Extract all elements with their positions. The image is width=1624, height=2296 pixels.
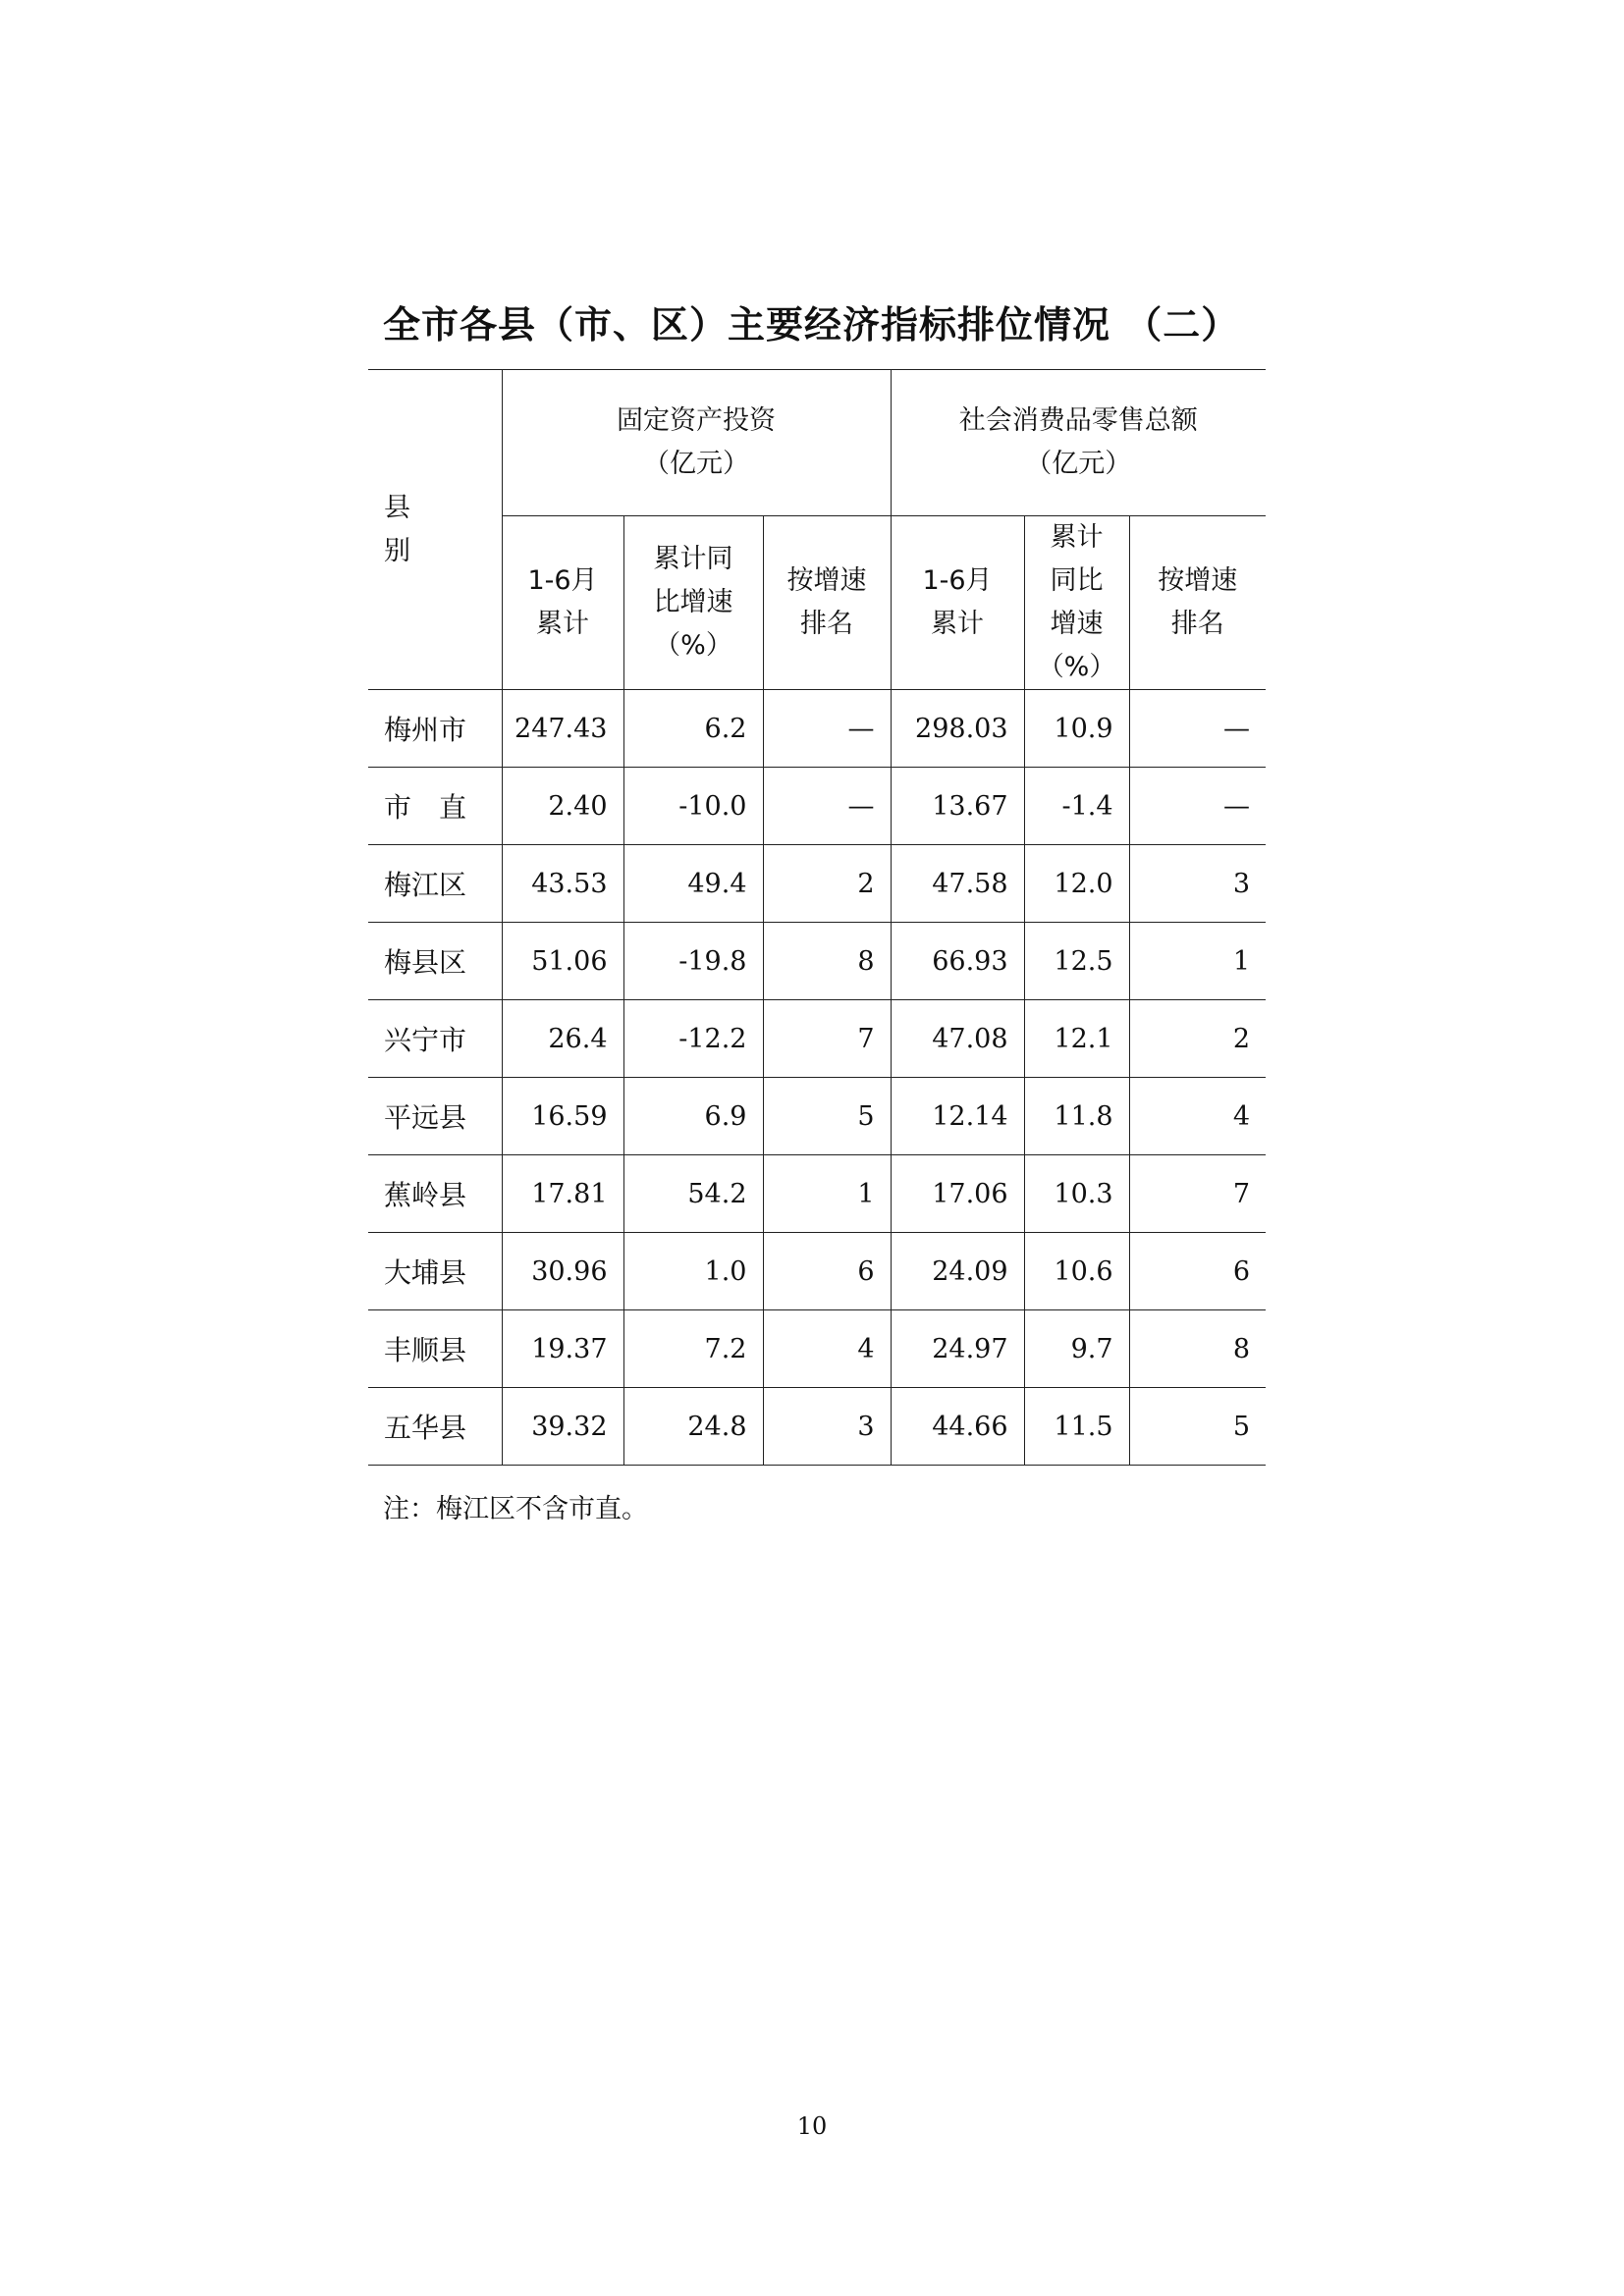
retail-sales-header: 社会消费品零售总额 （亿元） [891,370,1266,516]
fai-value: 16.59 [502,1078,623,1155]
county-name: 梅县区 [368,923,502,1000]
fai-growth: 49.4 [623,845,763,923]
retail-growth-header: 累计 同比 增速 （%） [1024,516,1129,690]
table-row [368,768,1266,845]
fai-value: 2.40 [502,768,623,845]
fai-rank: — [763,768,891,845]
fai-value: 26.4 [502,1000,623,1078]
fai-value: 30.96 [502,1233,623,1310]
county-name: 梅州市 [368,690,502,768]
page-number: 10 [796,2112,828,2140]
retail-growth: 10.6 [1024,1233,1129,1310]
retail-rank: 5 [1129,1388,1266,1466]
fai-rank: 1 [763,1155,891,1233]
retail-value: 24.09 [891,1233,1024,1310]
county-name: 丰顺县 [368,1310,502,1388]
fai-rank: — [763,690,891,768]
retail-rank: 2 [1129,1000,1266,1078]
retail-value: 13.67 [891,768,1024,845]
retail-rank: — [1129,768,1266,845]
fai-growth: -19.8 [623,923,763,1000]
fai-value: 19.37 [502,1310,623,1388]
retail-value: 47.08 [891,1000,1024,1078]
table-row [368,1000,1266,1078]
table-row [368,845,1266,923]
fai-value: 39.32 [502,1388,623,1466]
page-title: 全市各县（市、区）主要经济指标排位情况 （二） [383,303,1240,347]
retail-rank: — [1129,690,1266,768]
fai-rank: 6 [763,1233,891,1310]
county-name: 五华县 [368,1388,502,1466]
retail-value: 66.93 [891,923,1024,1000]
retail-growth: 9.7 [1024,1310,1129,1388]
county-name: 蕉岭县 [368,1155,502,1233]
fai-growth: 7.2 [623,1310,763,1388]
retail-value: 24.97 [891,1310,1024,1388]
fai-growth: -12.2 [623,1000,763,1078]
table-row [368,690,1266,768]
retail-rank: 3 [1129,845,1266,923]
retail-growth: 12.5 [1024,923,1129,1000]
fai-growth: -10.0 [623,768,763,845]
fai-growth: 6.9 [623,1078,763,1155]
fai-growth: 1.0 [623,1233,763,1310]
retail-rank: 7 [1129,1155,1266,1233]
fai-growth: 6.2 [623,690,763,768]
table-row [368,1233,1266,1310]
fai-rank: 2 [763,845,891,923]
retail-rank-header: 按增速 排名 [1129,516,1266,690]
retail-growth: 12.1 [1024,1000,1129,1078]
retail-rank: 1 [1129,923,1266,1000]
retail-growth: 10.3 [1024,1155,1129,1233]
fixed-asset-investment-header: 固定资产投资 （亿元） [502,370,891,516]
retail-value: 298.03 [891,690,1024,768]
retail-growth: -1.4 [1024,768,1129,845]
retail-rank: 8 [1129,1310,1266,1388]
table-row [368,1310,1266,1388]
retail-growth: 12.0 [1024,845,1129,923]
fai-rank-header: 按增速 排名 [763,516,891,690]
fai-rank: 8 [763,923,891,1000]
fai-cumulative-header: 1-6月 累计 [502,516,623,690]
table-note: 注：梅江区不含市直。 [383,1494,648,1524]
county-name: 市 直 [368,768,502,845]
fai-rank: 5 [763,1078,891,1155]
retail-cumulative-header: 1-6月 累计 [891,516,1024,690]
retail-value: 12.14 [891,1078,1024,1155]
retail-growth: 11.5 [1024,1388,1129,1466]
fai-growth: 54.2 [623,1155,763,1233]
fai-value: 43.53 [502,845,623,923]
county-name: 平远县 [368,1078,502,1155]
retail-rank: 4 [1129,1078,1266,1155]
fai-growth: 24.8 [623,1388,763,1466]
table-row [368,923,1266,1000]
fai-value: 17.81 [502,1155,623,1233]
county-name: 兴宁市 [368,1000,502,1078]
retail-growth: 10.9 [1024,690,1129,768]
fai-rank: 3 [763,1388,891,1466]
indicator-table [368,369,1266,1466]
retail-value: 44.66 [891,1388,1024,1466]
table-row [368,1388,1266,1466]
retail-rank: 6 [1129,1233,1266,1310]
fai-growth-header: 累计同 比增速 （%） [623,516,763,690]
retail-growth: 11.8 [1024,1078,1129,1155]
retail-value: 17.06 [891,1155,1024,1233]
fai-rank: 4 [763,1310,891,1388]
fai-value: 51.06 [502,923,623,1000]
county-header: 县 别 [368,370,502,690]
table-row [368,1155,1266,1233]
county-name: 梅江区 [368,845,502,923]
fai-value: 247.43 [502,690,623,768]
fai-rank: 7 [763,1000,891,1078]
retail-value: 47.58 [891,845,1024,923]
table-row [368,1078,1266,1155]
county-name: 大埔县 [368,1233,502,1310]
